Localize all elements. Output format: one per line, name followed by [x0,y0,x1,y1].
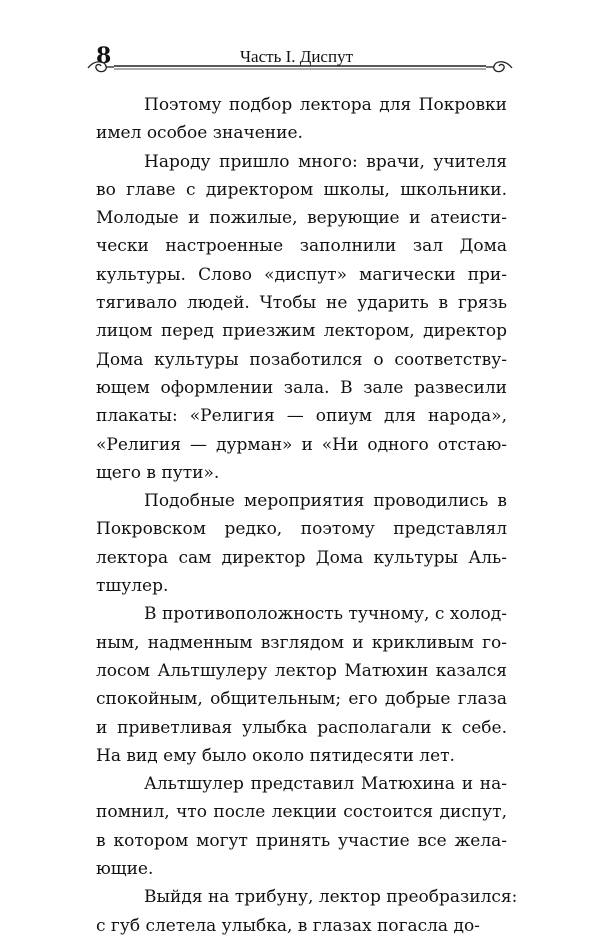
text-line: спокойным, общительным; его добрые глаза [96,689,507,710]
text-line: лектора сам директор Дома культуры Аль- [96,547,507,568]
text-line: имел особое значение. [96,123,303,144]
text-line: На вид ему было около пятидесяти лет. [96,745,455,766]
text-line: Покровском редко, поэтому представлял [96,519,507,540]
text-line: Молодые и пожилые, верующие и атеисти- [96,208,507,229]
text-line: Выйдя на трибуну, лектор преобразился: [144,887,518,908]
text-line: ным, надменным взглядом и крикливым го- [96,632,507,653]
text-line: Подобные мероприятия проводились в [144,491,507,512]
paragraph [96,91,507,148]
text-line: тшулер. [96,576,169,597]
text-line: В противоположность тучному, с холод- [144,604,507,625]
text-line: лицом перед приезжим лектором, директор [96,321,507,342]
paragraph [96,883,518,940]
text-line: Дома культуры позаботился о соответству- [96,349,507,370]
text-line: помнил, что после лекции состоится диспут, [96,802,507,823]
text-line: ющем оформлении зала. В зале развесили [96,377,507,398]
text-line: в котором могут принять участие все жела- [96,830,507,851]
text-line: ющие. [96,859,154,880]
text-line: Поэтому подбор лектора для Покровки [144,95,507,115]
text-line: Народу пришло много: врачи, учителя [144,151,507,172]
body-text [96,91,518,940]
paragraph [96,600,507,770]
paragraph [96,148,507,488]
running-head: Часть I. Диспут [240,47,353,66]
text-line: с губ слетела улыбка, в глазах погасла до- [96,915,480,936]
paragraph [96,487,507,600]
text-line: чески настроенные заполнили зал Дома [96,236,507,257]
ornamental-rule [84,54,516,76]
text-line: культуры. Слово «диспут» магически при- [96,264,507,285]
text-line: Альтшулер представил Матюхина и на- [144,774,507,795]
paragraph [96,770,507,883]
page-number: 8 [96,43,112,69]
text-line: плакаты: «Религия — опиум для народа», [96,406,507,427]
text-line: тягивало людей. Чтобы не ударить в грязь [96,293,507,314]
text-line: щего в пути». [96,462,220,483]
text-line: во главе с директором школы, школьники. [96,179,507,200]
text-line: «Религия — дурман» и «Ни одного отстаю- [96,434,507,455]
text-line: и приветливая улыбка располагали к себе. [96,717,507,738]
text-line: лосом Альтшулеру лектор Матюхин казался [96,660,507,681]
